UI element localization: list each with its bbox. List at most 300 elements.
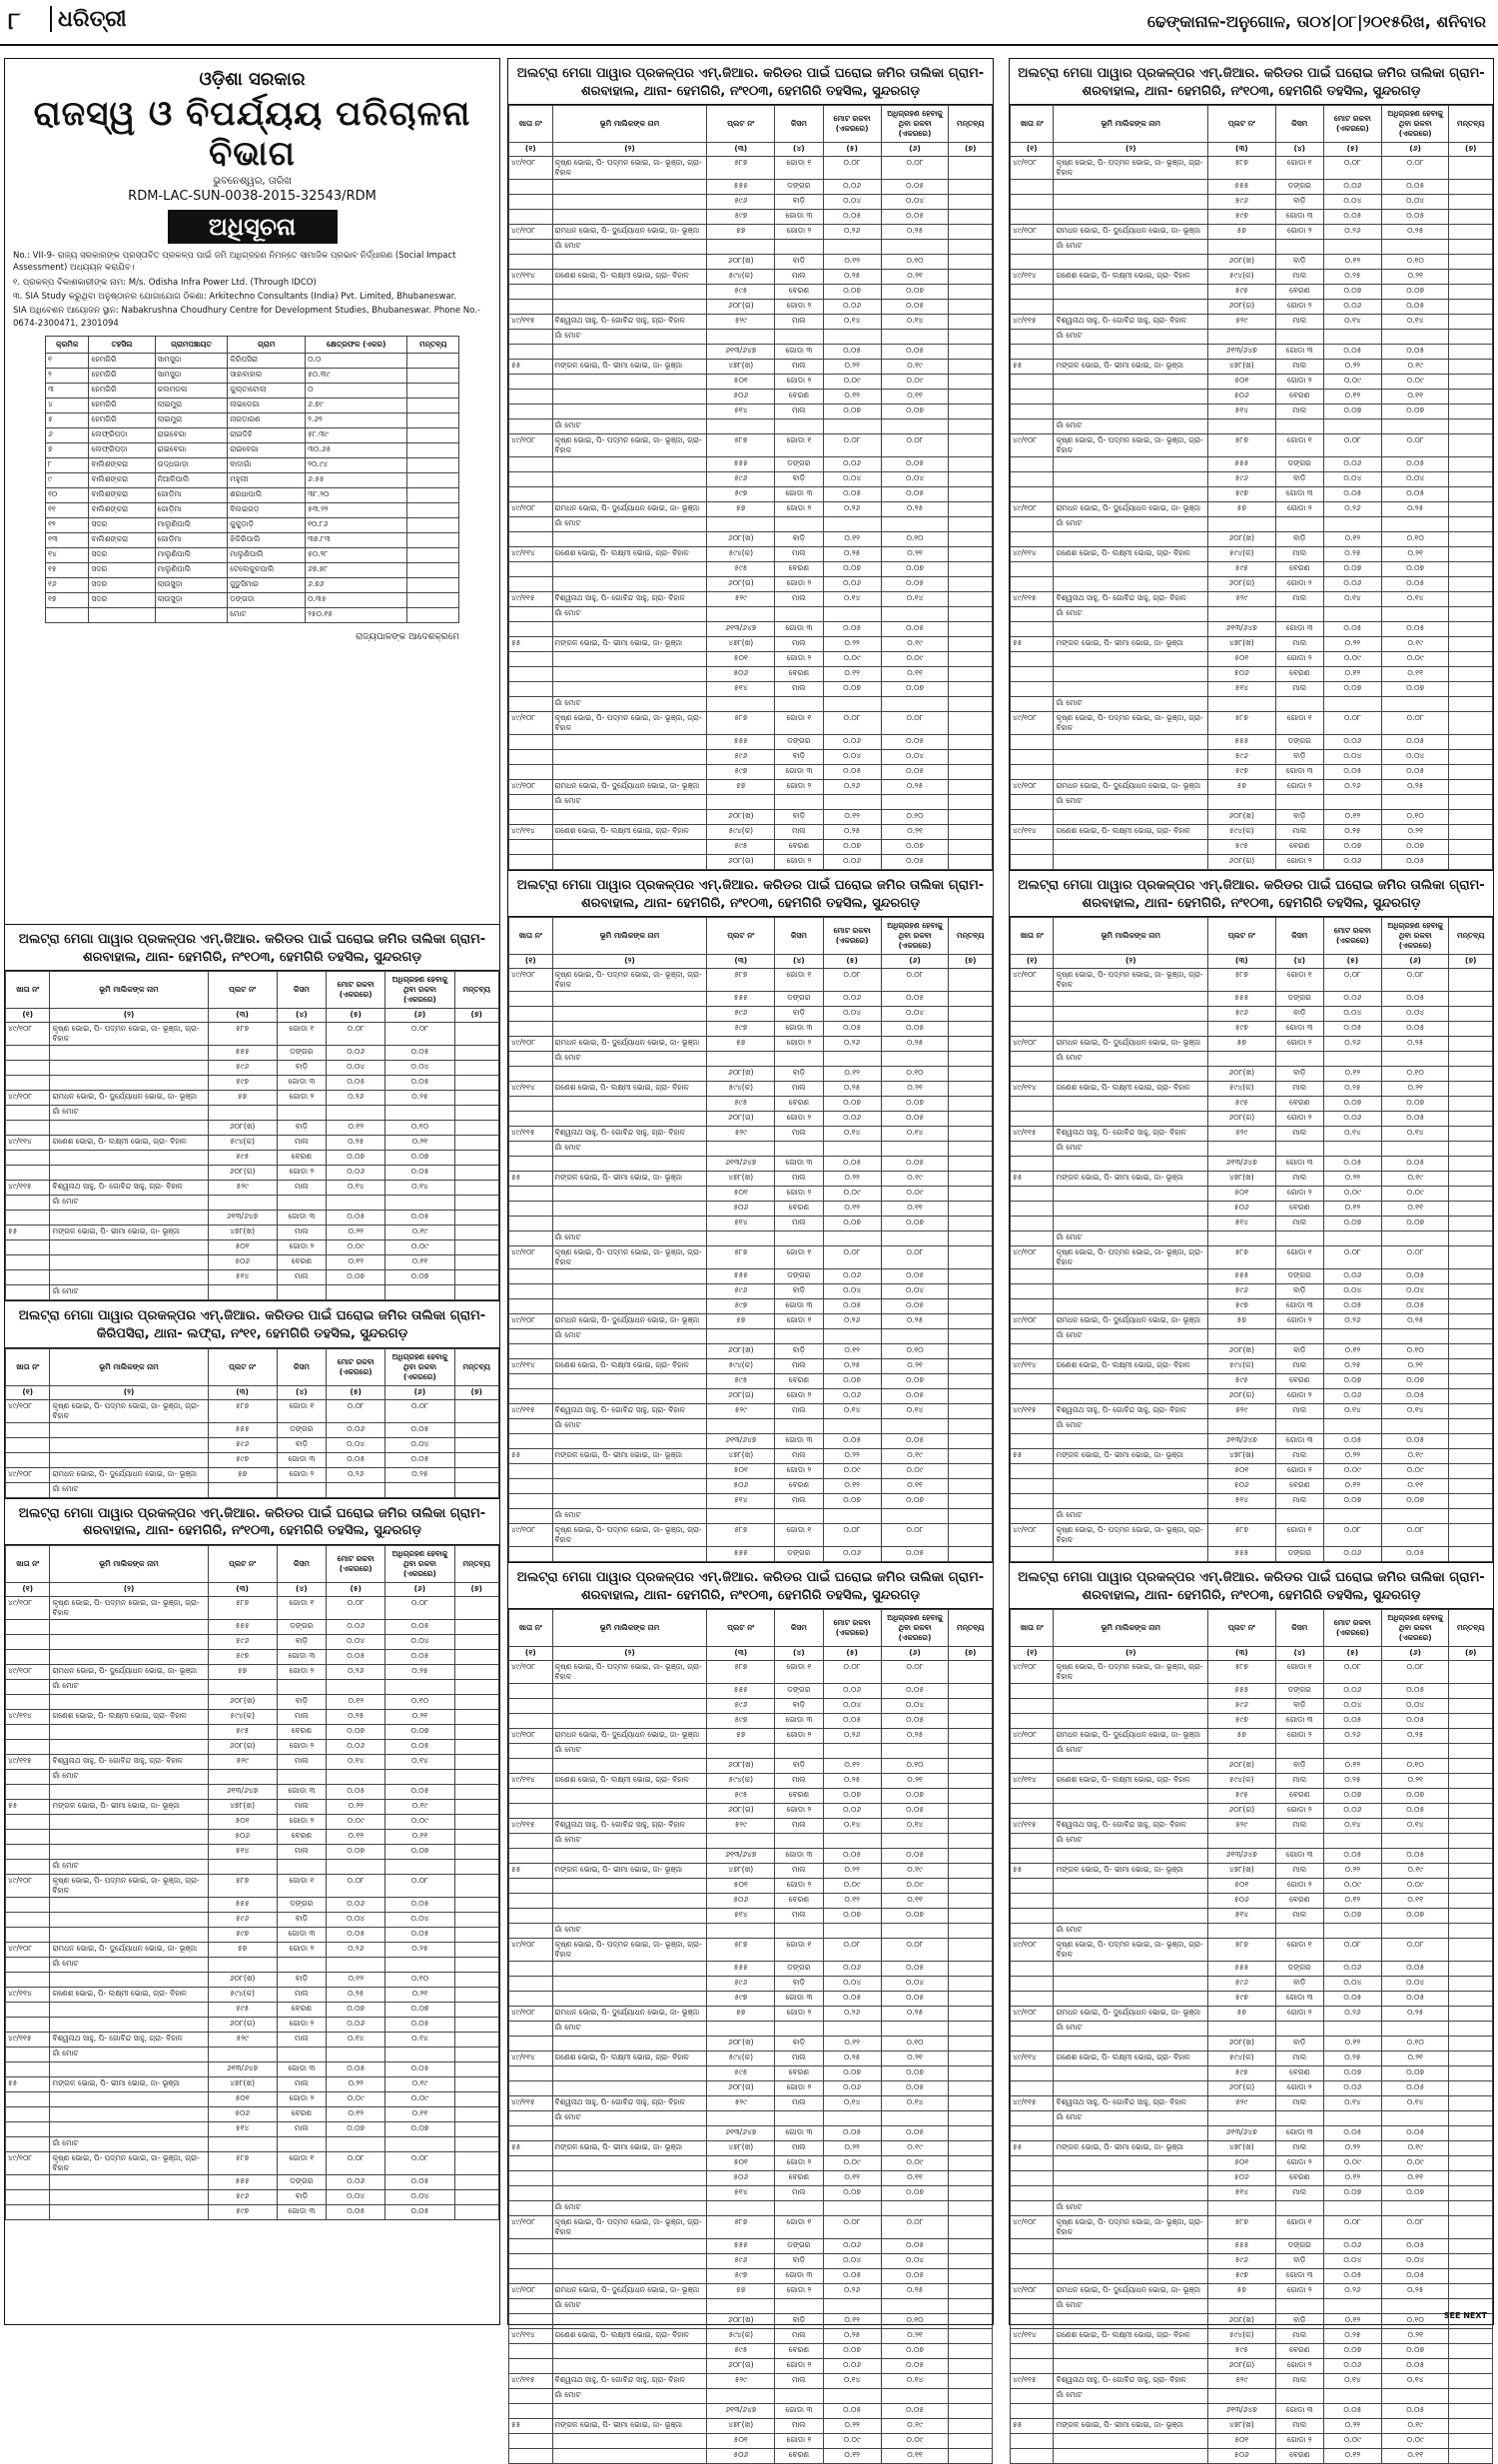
land-table-cell: ବିଶ୍ୱନାଥ ସାହୁ, ପି- ଗୋବିନ୍ଦ ସାହୁ, ଗ୍ରା- ବିହାଳ bbox=[1054, 1127, 1208, 1142]
land-table-cell bbox=[707, 517, 775, 532]
land-table-cell bbox=[1449, 1924, 1493, 1939]
land-table-cell: ୦.୦୭ bbox=[823, 405, 881, 419]
land-table-cell: ଗୋଡା ୩ bbox=[277, 1927, 326, 1942]
land-table-row bbox=[1011, 1759, 1493, 1774]
land-table-cell: ୦.୧୦ bbox=[385, 1121, 454, 1136]
village-table-cell: ବାଲିଶଙ୍କରା bbox=[89, 487, 155, 502]
land-table-cell: ୦.୦୫ bbox=[881, 1962, 949, 1977]
land-table-cell: ୦.୦୭ bbox=[1381, 562, 1449, 577]
land-table-cell bbox=[509, 2314, 553, 2329]
land-table-row bbox=[509, 1299, 993, 1314]
land-table-cell bbox=[552, 2239, 707, 2254]
land-table-cell: ୫୭ bbox=[1208, 1729, 1276, 1744]
land-table-cell: ୫୯୭ bbox=[208, 2204, 277, 2219]
land-table-cell bbox=[949, 750, 993, 765]
land-table-cell: ୫୧୪ bbox=[1208, 1494, 1276, 1509]
land-table-cell: ୦.୦୫ bbox=[1381, 2269, 1449, 2284]
subtotal-label: ଗାଁ ମୋଟ bbox=[1054, 607, 1208, 622]
village-table-cell: ୧୪ bbox=[46, 547, 89, 562]
land-table-cell bbox=[881, 2111, 949, 2126]
village-table-cell bbox=[407, 472, 459, 487]
land-table-cell bbox=[1054, 2404, 1208, 2419]
land-table-cell: ୫୫ bbox=[509, 1864, 553, 1879]
land-table-cell: ୦.୦୫ bbox=[881, 855, 949, 870]
land-table-cell bbox=[509, 1849, 553, 1864]
land-table-cell bbox=[552, 765, 707, 780]
land-table-header: ଅଧିଗ୍ରହଣ ହେବାକୁ ଥିବା ରକବା (ଏକରରେ) bbox=[385, 1348, 454, 1385]
land-table-cell bbox=[50, 1422, 208, 1437]
village-table-total bbox=[46, 607, 459, 622]
land-table-cell: ୪୯/୧୧୪ bbox=[1011, 1359, 1054, 1374]
land-table-cell bbox=[1323, 1052, 1381, 1067]
land-table-cell bbox=[1054, 682, 1208, 697]
land-table-cell: ୫୮୭ bbox=[1208, 1939, 1276, 1962]
land-table-heading: ଅଲଟ୍ରା ମେଗା ପାୱାର ପ୍ରକଳ୍ପର ଏମ୍.ଜିଆର. କରିଡର ପାଇଁ ଘରୋଇ ଜମିର ତାଲିକା ଗ୍ରାମ- ଶରବାହାଲ, ଥାନା- ହେମଗିରି, ନଂ୧୦୩, ହେମଗିରି ତହସିଲ, ସୁନ୍ଦରଗଡ଼ bbox=[5, 1498, 499, 1545]
land-table-cell bbox=[509, 1112, 553, 1127]
land-table-cell: ବିଶ୍ୱନାଥ ସାହୁ, ପି- ଗୋବିନ୍ଦ ସାହୁ, ଗ୍ରା- ବିହାଳ bbox=[1054, 592, 1208, 607]
land-table-cell bbox=[1208, 1142, 1276, 1157]
land-table-cell: ୦.୦୮ bbox=[327, 1874, 385, 1897]
land-table-row bbox=[6, 1912, 499, 1927]
land-table-cell: ୬୧୩/୬୪୭ bbox=[208, 1211, 277, 1226]
land-table-cell bbox=[552, 855, 707, 870]
land-table-cell: ବାଡ଼ି bbox=[277, 2189, 326, 2204]
land-table-cell: ୦.୨୬ bbox=[823, 225, 881, 240]
land-table-cell bbox=[552, 1909, 707, 1924]
land-table-cell: ୦.୦୫ bbox=[881, 457, 949, 472]
land-table-cell bbox=[552, 472, 707, 487]
land-table-header: ଅଧିଗ୍ରହଣ ହେବାକୁ ଥିବା ରକବା (ଏକରରେ) bbox=[385, 972, 454, 1009]
land-table-cell: ୦.୧୧ bbox=[881, 2171, 949, 2186]
land-table-cell: ବେରଣ bbox=[1275, 667, 1323, 682]
village-table-cell: ଲାଉସୁଡ଼ା bbox=[155, 592, 228, 607]
land-table-cell: ୪୭୮(ଖ) bbox=[208, 2076, 277, 2091]
land-table-cell: ୫୯୬ bbox=[1208, 1007, 1276, 1022]
land-table-cell: ୦.୦୭ bbox=[823, 2186, 881, 2201]
land-table-heading: ଅଲଟ୍ରା ମେଗା ପାୱାର ପ୍ରକଳ୍ପର ଏମ୍.ଜିଆର. କରିଡର ପାଇଁ ଘରୋଇ ଜମିର ତାଲିକା ଗ୍ରାମ- ଶରବାହାଲ, ଥାନା- ହେମଗିରି, ନଂ୧୦୩, ହେମଗିରି ତହସିଲ, ସୁନ୍ଦରଗଡ଼ bbox=[1010, 1562, 1493, 1609]
land-table-cell bbox=[1381, 517, 1449, 532]
land-table bbox=[5, 1348, 499, 1498]
land-table-cell: ଗଣେଶ ଭୋଇ, ପି- ଲକ୍ଷ୍ମୀ ଭୋଇ, ଗ୍ରା- ବିହାଳ bbox=[1054, 1774, 1208, 1789]
land-table-cell: ୦.୦୬ bbox=[327, 1166, 385, 1181]
land-table-cell bbox=[509, 1157, 553, 1172]
land-table-cell: ୦.୦୫ bbox=[881, 2126, 949, 2141]
land-table-cell: ୦.୧୪ bbox=[1381, 1127, 1449, 1142]
land-table-cell: ୦.୦୫ bbox=[1381, 765, 1449, 780]
village-table-cell: ହେମଗିରି bbox=[89, 353, 155, 368]
land-table-cell bbox=[1449, 1524, 1493, 1547]
land-table bbox=[508, 1609, 993, 2464]
land-table-cell bbox=[1275, 2022, 1323, 2037]
land-table-cell bbox=[1208, 517, 1276, 532]
land-table-cell: ୦.୦୪ bbox=[823, 1977, 881, 1992]
land-table-cell: ୦.୦୫ bbox=[1381, 1022, 1449, 1037]
land-table-cell bbox=[509, 255, 553, 270]
land-table-cell: ୦.୦୪ bbox=[881, 1284, 949, 1299]
land-table-cell: ମଙ୍ଗଳ ଭୋଇ, ପି- ଭୀମା ଭୋଇ, ଜା- ଭୂଞ୍ଜା bbox=[1054, 637, 1208, 652]
land-table-colnum: (୩) bbox=[707, 143, 775, 157]
land-table-cell: ବାଡ଼ି bbox=[1275, 1759, 1323, 1774]
land-table-cell: ୫୯୭ bbox=[707, 1022, 775, 1037]
land-table-cell bbox=[1011, 1744, 1054, 1759]
land-table-cell bbox=[823, 330, 881, 345]
land-table-row bbox=[509, 1232, 993, 1246]
land-table-row bbox=[1011, 1684, 1493, 1699]
land-table-cell bbox=[208, 1769, 277, 1784]
land-table-cell: ୪୯/୧୦୮ bbox=[1011, 780, 1054, 795]
land-table-cell bbox=[1449, 2096, 1493, 2111]
land-table-cell bbox=[1054, 457, 1208, 472]
land-table-cell bbox=[1323, 795, 1381, 810]
subtotal-label: ଗାଁ ମୋଟ bbox=[50, 1957, 208, 1972]
land-table-cell: ୦.୦୭ bbox=[823, 1374, 881, 1389]
land-table-cell bbox=[1054, 810, 1208, 825]
land-table-cell bbox=[50, 1452, 208, 1467]
land-table-cell bbox=[1449, 2329, 1493, 2344]
land-table-cell: ଗୋଡା ୨ bbox=[1275, 577, 1323, 592]
land-table-cell: ମାଲ bbox=[775, 547, 823, 562]
land-table-cell bbox=[552, 1714, 707, 1729]
land-table-cell bbox=[327, 1769, 385, 1784]
land-table-cell bbox=[509, 2239, 553, 2254]
land-table-cell bbox=[949, 992, 993, 1007]
land-table-cell bbox=[949, 2419, 993, 2434]
land-table-cell: ୦.୧୦ bbox=[1381, 810, 1449, 825]
village-table-cell: ବାଲିଶଙ୍କରା bbox=[89, 502, 155, 517]
land-table-cell: ୦.୦୫ bbox=[385, 2061, 454, 2076]
land-table-cell: ୦.୧୦ bbox=[1381, 1344, 1449, 1359]
land-table-cell: ୫୦୬ bbox=[1208, 390, 1276, 405]
land-table-cell: ୦.୨୨ bbox=[1323, 1864, 1381, 1879]
land-table-cell: ୦.୦୭ bbox=[1323, 1217, 1381, 1232]
land-table-colnum: (୪) bbox=[1275, 1647, 1323, 1661]
land-table-cell: ମଙ୍ଗଳ ଭୋଇ, ପି- ଭୀମା ଭୋଇ, ଜା- ଭୂଞ୍ଜା bbox=[552, 360, 707, 375]
land-table-cell: ୦.୦୫ bbox=[823, 2269, 881, 2284]
village-table-cell bbox=[155, 607, 228, 622]
land-table-cell: ୬୦୮(ଖ) bbox=[1208, 2314, 1276, 2329]
land-table-cell: ୦.୦୮ bbox=[385, 2151, 454, 2174]
land-table-row bbox=[509, 1344, 993, 1359]
land-table-cell: ୦.୧୨ bbox=[1323, 1344, 1381, 1359]
land-table-cell: ୦.୦୬ bbox=[823, 1804, 881, 1819]
land-table-cell bbox=[1449, 637, 1493, 652]
land-table-cell bbox=[327, 1196, 385, 1211]
land-table-cell: ବେରଣ bbox=[775, 2344, 823, 2359]
subtotal-label: ଗାଁ ମୋଟ bbox=[1054, 2299, 1208, 2314]
land-table-cell: ୦.୦୭ bbox=[1323, 562, 1381, 577]
land-table-cell bbox=[707, 697, 775, 712]
land-table-cell: ବାଡ଼ି bbox=[775, 810, 823, 825]
land-table-cell bbox=[509, 240, 553, 255]
land-table-cell: ୦.୨୬ bbox=[327, 1942, 385, 1957]
land-table-cell bbox=[277, 1957, 326, 1972]
land-table-cell bbox=[50, 2002, 208, 2017]
land-table-cell bbox=[6, 1106, 50, 1121]
land-table-cell: ୫୫ bbox=[1011, 637, 1054, 652]
land-table-cell bbox=[552, 487, 707, 502]
land-table-cell bbox=[823, 2111, 881, 2126]
land-table-row bbox=[1011, 2389, 1493, 2404]
land-table-cell bbox=[509, 1202, 553, 1217]
land-table-cell: ୦.୨୫ bbox=[823, 270, 881, 285]
land-table-cell: ୬୧୩/୬୪୭ bbox=[1208, 1157, 1276, 1172]
subtotal-label: ଗାଁ ମୋଟ bbox=[1054, 1329, 1208, 1344]
land-table-cell: ଗୋଡା ୧ bbox=[277, 1023, 326, 1046]
land-table-cell: ୦.୦୭ bbox=[823, 2066, 881, 2081]
land-table-cell bbox=[949, 2404, 993, 2419]
land-table-cell: ମାଲ bbox=[775, 1449, 823, 1464]
land-table-row bbox=[509, 712, 993, 735]
land-table-cell: ୫୫ bbox=[509, 2141, 553, 2156]
land-table-cell bbox=[327, 1859, 385, 1874]
land-table-cell: ୫୧୪ bbox=[707, 682, 775, 697]
land-table-cell: ୦.୧୪ bbox=[1381, 315, 1449, 330]
land-table-cell: କୃଷ୍ଣ ଭୋଇ, ପି- ପଦ୍ମନ ଭୋଇ, ଜା- ଭୂଞ୍ଜା, ଗ୍ରା- ବିହାଳ bbox=[552, 1524, 707, 1547]
land-table-cell: ୪୯/୧୧୫ bbox=[6, 2032, 50, 2047]
land-table-cell: ୦.୦୭ bbox=[1323, 1097, 1381, 1112]
village-table-header: ତହସିଲ bbox=[89, 336, 155, 353]
land-table-row bbox=[1011, 1714, 1493, 1729]
land-table-cell: ୪୯/୧୧୫ bbox=[6, 1754, 50, 1769]
land-table-cell: ୪୯/୧୧୪ bbox=[1011, 825, 1054, 840]
village-table-cell: ଗୋଡ଼ିମା bbox=[155, 532, 228, 547]
land-table-cell: ୦.୨୫ bbox=[327, 1987, 385, 2002]
land-table-cell bbox=[454, 1709, 499, 1724]
land-table-cell bbox=[1449, 1684, 1493, 1699]
land-table-cell: ବେରଣ bbox=[1275, 1202, 1323, 1217]
land-table-cell: ୬୧୩/୬୪୭ bbox=[1208, 622, 1276, 637]
village-table-cell: ୧୦.୮୬ bbox=[306, 517, 407, 532]
land-table-cell: ଗୋଡା ୨ bbox=[1275, 1804, 1323, 1819]
land-table-cell bbox=[1011, 607, 1054, 622]
land-table-cell: ୫୯୪(କ) bbox=[707, 825, 775, 840]
land-table-cell: ୦.୨୫ bbox=[881, 1729, 949, 1744]
land-table-cell bbox=[1011, 1299, 1054, 1314]
land-table-cell: ୦.୦୯ bbox=[1381, 375, 1449, 390]
land-table-cell: ୫୯୫ bbox=[1208, 1374, 1276, 1389]
land-table-row bbox=[509, 2359, 993, 2374]
land-table-row bbox=[1011, 969, 1493, 992]
land-table-cell bbox=[949, 1172, 993, 1187]
land-table-cell bbox=[552, 1699, 707, 1714]
land-table-cell bbox=[1449, 1834, 1493, 1849]
land-table-cell: ୫୨୯ bbox=[707, 2096, 775, 2111]
land-table-cell bbox=[1011, 532, 1054, 547]
land-table-row bbox=[1011, 1344, 1493, 1359]
land-table-header: କିସମ bbox=[1275, 1610, 1323, 1647]
land-table-cell bbox=[552, 2269, 707, 2284]
land-table-cell bbox=[1449, 2359, 1493, 2374]
village-table-row bbox=[46, 517, 459, 532]
land-table-cell: ୦.୧୪ bbox=[1323, 2096, 1381, 2111]
land-table-cell bbox=[6, 1927, 50, 1942]
land-table-cell bbox=[1011, 1494, 1054, 1509]
land-table-cell: ୦.୧୨ bbox=[327, 1829, 385, 1844]
land-table-cell: ୦.୦୫ bbox=[1381, 992, 1449, 1007]
land-table-cell bbox=[1054, 1977, 1208, 1992]
land-table-cell bbox=[1011, 622, 1054, 637]
land-table-cell bbox=[1011, 345, 1054, 360]
land-table-cell bbox=[454, 1211, 499, 1226]
land-table-cell bbox=[50, 1166, 208, 1181]
land-table-cell bbox=[949, 1082, 993, 1097]
land-table-cell bbox=[509, 607, 553, 622]
land-table-colnum: (୭) bbox=[1449, 1647, 1493, 1661]
land-table-cell bbox=[552, 2254, 707, 2269]
land-table-cell: ମାଲ bbox=[775, 2141, 823, 2156]
village-table-cell: ହେମଗିରି bbox=[89, 412, 155, 427]
land-table-cell bbox=[1054, 622, 1208, 637]
land-table-cell: ଗୋଡା ୩ bbox=[775, 345, 823, 360]
land-table-cell bbox=[949, 1097, 993, 1112]
land-table-cell: ୦.୦୭ bbox=[1323, 2344, 1381, 2359]
village-table-cell: ୩ bbox=[46, 383, 89, 398]
land-table-row bbox=[1011, 240, 1493, 255]
land-table-cell: ୫୯୬ bbox=[707, 750, 775, 765]
land-table-cell bbox=[775, 1834, 823, 1849]
land-table-cell: ଗୋଡା ୨ bbox=[775, 1804, 823, 1819]
land-table-cell: ୫୦୧ bbox=[1208, 2156, 1276, 2171]
land-table-cell bbox=[949, 765, 993, 780]
land-table-row bbox=[6, 1467, 499, 1482]
land-table-cell: ଗୋଡା ୩ bbox=[277, 1076, 326, 1091]
land-table-cell: ୦.୧୯ bbox=[385, 1226, 454, 1240]
land-table-cell: ଗଣେଶ ଭୋଇ, ପି- ଲକ୍ଷ୍ମୀ ଭୋଇ, ଗ୍ରା- ବିହାଳ bbox=[50, 1136, 208, 1151]
land-table-cell: ୦.୧୪ bbox=[385, 2032, 454, 2047]
land-table-row bbox=[6, 1754, 499, 1769]
land-table-row bbox=[1011, 270, 1493, 285]
land-table-cell bbox=[949, 637, 993, 652]
land-table-cell: ୪୯/୧୧୫ bbox=[509, 315, 553, 330]
land-table-row bbox=[509, 1962, 993, 1977]
land-table-cell bbox=[1011, 1834, 1054, 1849]
land-table-cell: ୦.୦୪ bbox=[1381, 1007, 1449, 1022]
land-table-cell: ୦.୦୪ bbox=[823, 1699, 881, 1714]
land-table-cell: ୦.୨୧ bbox=[881, 270, 949, 285]
land-table-cell bbox=[509, 1834, 553, 1849]
village-table-row bbox=[46, 487, 459, 502]
land-table-cell: ଗୋଡା ୨ bbox=[1275, 300, 1323, 315]
land-table-cell: ୦.୦୮ bbox=[385, 1874, 454, 1897]
land-table-cell bbox=[509, 1284, 553, 1299]
land-table-cell bbox=[385, 1482, 454, 1497]
land-table-cell: ବାଡ଼ି bbox=[775, 255, 823, 270]
land-table-cell: ୦.୦୯ bbox=[1323, 2156, 1381, 2171]
land-table-cell: ୪୯/୧୦୮ bbox=[6, 1664, 50, 1679]
land-table-cell: ବେରଣ bbox=[775, 285, 823, 300]
land-table-row bbox=[6, 1942, 499, 1957]
land-table-header: ପ୍ଲଟ ନଂ bbox=[208, 972, 277, 1009]
land-table-cell bbox=[881, 330, 949, 345]
land-table-cell: ମାଲ bbox=[277, 1799, 326, 1814]
land-table-cell bbox=[1054, 1684, 1208, 1699]
land-table-cell: ମାଲ bbox=[1275, 1404, 1323, 1419]
land-table-row bbox=[1011, 1269, 1493, 1284]
land-table-cell bbox=[949, 855, 993, 870]
land-table-row bbox=[509, 1172, 993, 1187]
land-table-cell: ୦.୧୯ bbox=[881, 2141, 949, 2156]
land-table-cell: ୫୮୭ bbox=[707, 1246, 775, 1269]
land-table-cell: ୪୯/୧୦୮ bbox=[509, 434, 553, 457]
land-table-cell: ୦.୦୫ bbox=[823, 622, 881, 637]
land-table-cell: ୦.୦୬ bbox=[823, 1547, 881, 1562]
land-table-colnum: (୧) bbox=[6, 1582, 50, 1596]
land-table-cell bbox=[1054, 1157, 1208, 1172]
land-table-cell: ୪୯/୧୧୪ bbox=[1011, 547, 1054, 562]
land-table-cell bbox=[1449, 2254, 1493, 2269]
land-table-cell: ୦.୨୨ bbox=[327, 1799, 385, 1814]
land-table-cell: ୫୧୪ bbox=[707, 1217, 775, 1232]
land-table-cell: ବେରଣ bbox=[1275, 840, 1323, 855]
land-table-cell: ୦.୧୯ bbox=[881, 1172, 949, 1187]
land-table-cell: ୦.୦୯ bbox=[385, 1814, 454, 1829]
land-table-cell: ବେରଣ bbox=[277, 1724, 326, 1739]
land-table-cell: କୃଷ୍ଣ ଭୋଇ, ପି- ପଦ୍ମନ ଭୋଇ, ଜା- ଭୂଞ୍ଜା, ଗ୍ରା- ବିହାଳ bbox=[1054, 434, 1208, 457]
land-table-cell: ୦.୦୬ bbox=[823, 992, 881, 1007]
land-table-cell bbox=[454, 1106, 499, 1121]
land-table-cell: ୦.୦୬ bbox=[823, 735, 881, 750]
land-table-heading: ଅଲଟ୍ରା ମେଗା ପାୱାର ପ୍ରକଳ୍ପର ଏମ୍.ଜିଆର. କରିଡର ପାଇଁ ଘରୋଇ ଜମିର ତାଲିକା ଗ୍ରାମ- ଶରବାହାଲ, ଥାନା- ହେମଗିରି, ନଂ୧୦୩, ହେମଗିରି ତହସିଲ, ସୁନ୍ଦରଗଡ଼ bbox=[508, 59, 993, 105]
land-table-cell bbox=[552, 2344, 707, 2359]
land-table-cell: ୪୯/୧୧୫ bbox=[1011, 1127, 1054, 1142]
land-table-cell bbox=[509, 1494, 553, 1509]
land-table-cell: ୦.୨୧ bbox=[1381, 1774, 1449, 1789]
land-table-cell: ୦.୦୮ bbox=[881, 1524, 949, 1547]
land-table-cell: ଡଙ୍ଗର bbox=[1275, 1962, 1323, 1977]
land-table-row bbox=[1011, 1962, 1493, 1977]
land-table-cell bbox=[1054, 1804, 1208, 1819]
subtotal-label: ଗାଁ ମୋଟ bbox=[1054, 1419, 1208, 1434]
land-table-cell: ୦.୧୯ bbox=[1381, 2419, 1449, 2434]
land-table-cell bbox=[1381, 697, 1449, 712]
land-table bbox=[508, 105, 993, 870]
land-table-cell bbox=[949, 2007, 993, 2022]
land-table-cell: ୦.୦୫ bbox=[881, 1804, 949, 1819]
land-table-header: ଅଧିଗ୍ରହଣ ହେବାକୁ ଥିବା ରକବା (ଏକରରେ) bbox=[1381, 918, 1449, 955]
land-table-cell bbox=[881, 607, 949, 622]
land-table-cell: ୫୯୫ bbox=[707, 840, 775, 855]
land-table-cell bbox=[823, 1232, 881, 1246]
land-table-cell: ଗୋଡା ୨ bbox=[775, 780, 823, 795]
village-table-cell: ସାମସୁଦ୍ଦା bbox=[155, 353, 228, 368]
land-table-cell: ୫୫୫ bbox=[1208, 180, 1276, 195]
land-table-cell bbox=[1011, 1804, 1054, 1819]
land-table-colnum: (୬) bbox=[1381, 955, 1449, 969]
land-table-cell bbox=[552, 2449, 707, 2464]
land-table-cell: ୦.୦୭ bbox=[1381, 2186, 1449, 2201]
land-table-row bbox=[6, 1482, 499, 1497]
village-table-row bbox=[46, 427, 459, 442]
land-table-cell: ଗୋଡା ୩ bbox=[775, 1434, 823, 1449]
land-table-cell: ୫୭ bbox=[707, 2284, 775, 2299]
land-table-row bbox=[509, 315, 993, 330]
land-table-cell: ୦.୦୫ bbox=[1381, 1112, 1449, 1127]
land-table-cell: ୫୯୪(କ) bbox=[208, 1709, 277, 1724]
land-table-cell bbox=[385, 1859, 454, 1874]
land-table-cell: ବେରଣ bbox=[1275, 2344, 1323, 2359]
land-table-cell: ୫୯୫ bbox=[208, 1724, 277, 1739]
land-table-cell: ୦.୦୫ bbox=[823, 210, 881, 225]
land-table-cell: ୪୭୮(ଖ) bbox=[1208, 2141, 1276, 2156]
land-table-cell bbox=[1449, 1849, 1493, 1864]
land-table-cell: ବିଶ୍ୱନାଥ ସାହୁ, ପି- ଗୋବିନ୍ଦ ସାହୁ, ଗ୍ରା- ବିହାଳ bbox=[552, 2374, 707, 2389]
land-table-cell: ୫୦୬ bbox=[208, 2106, 277, 2121]
land-table-cell bbox=[6, 1482, 50, 1497]
village-table-cell bbox=[407, 577, 459, 592]
land-table-cell: ୦.୨୧ bbox=[385, 1136, 454, 1151]
land-table-row bbox=[509, 1939, 993, 1962]
land-table-cell: ବେରଣ bbox=[1275, 2066, 1323, 2081]
